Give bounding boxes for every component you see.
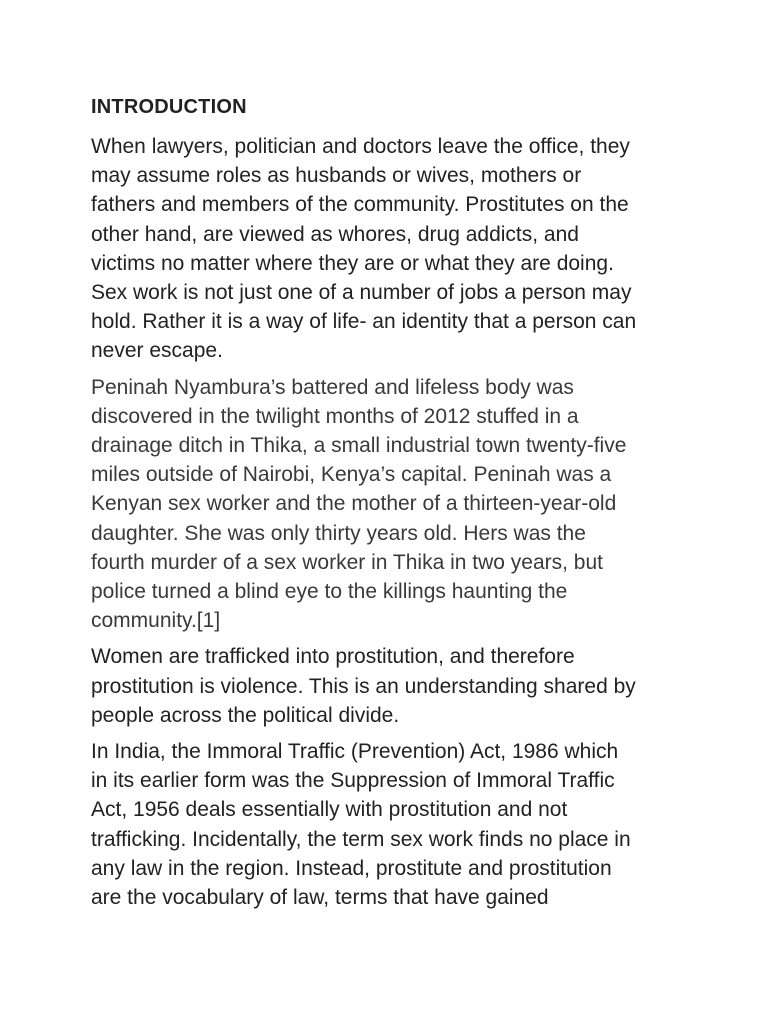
- paragraph-line: In India, the Immoral Traffic (Prevention) Act, 1986 which: [91, 740, 619, 764]
- paragraph-line: daughter. She was only thirty years old. Hers was the: [91, 521, 586, 545]
- paragraph-line: community.[1]: [91, 609, 221, 633]
- paragraph-3: [91, 642, 691, 730]
- paragraph-line: fourth murder of a sex worker in Thika in two years, but: [91, 550, 603, 574]
- paragraph-line: Women are trafficked into prostitution, and therefore: [91, 645, 575, 669]
- paragraph-line: Sex work is not just one of a number of jobs a person may: [91, 281, 632, 305]
- paragraph-line: people across the political divide.: [91, 703, 400, 727]
- paragraph-line: never escape.: [91, 339, 223, 363]
- paragraph-line: drainage ditch in Thika, a small industrial town twenty-five: [91, 434, 627, 458]
- paragraph-line: Act, 1956 deals essentially with prostitution and not: [91, 798, 568, 822]
- paragraph-line: Kenyan sex worker and the mother of a thirteen-year-old: [91, 492, 617, 516]
- paragraph-line: are the vocabulary of law, terms that have gained: [91, 886, 549, 910]
- paragraph-line: hold. Rather it is a way of life- an identity that a person can: [91, 310, 637, 334]
- paragraph-line: discovered in the twilight months of 2012 stuffed in a: [91, 404, 579, 428]
- paragraph-4: [91, 737, 691, 912]
- paragraph-line: prostitution is violence. This is an understanding shared by: [91, 674, 636, 698]
- paragraph-line: When lawyers, politician and doctors leave the office, they: [91, 135, 630, 158]
- paragraph-line: any law in the region. Instead, prostitute and prostitution: [91, 856, 612, 880]
- section-heading: INTRODUCTION: [91, 96, 247, 118]
- paragraph-line: may assume roles as husbands or wives, mothers or: [91, 164, 582, 188]
- paragraph-line: other hand, are viewed as whores, drug addicts, and: [91, 222, 579, 246]
- paragraph-line: in its earlier form was the Suppression of Immoral Traffic: [91, 769, 615, 793]
- paragraph-line: police turned a blind eye to the killings haunting the: [91, 580, 568, 604]
- paragraph-line: miles outside of Nairobi, Kenya’s capital. Peninah was a: [91, 463, 612, 487]
- paragraph-2: [91, 373, 691, 636]
- paragraph-line: trafficking. Incidentally, the term sex work finds no place in: [91, 827, 631, 851]
- document-page: [91, 94, 691, 919]
- paragraph-line: victims no matter where they are or what they are doing.: [91, 251, 614, 275]
- paragraph-line: fathers and members of the community. Prostitutes on the: [91, 193, 629, 217]
- paragraph-1: [91, 132, 691, 366]
- paragraph-line: Peninah Nyambura’s battered and lifeless body was: [91, 375, 574, 399]
